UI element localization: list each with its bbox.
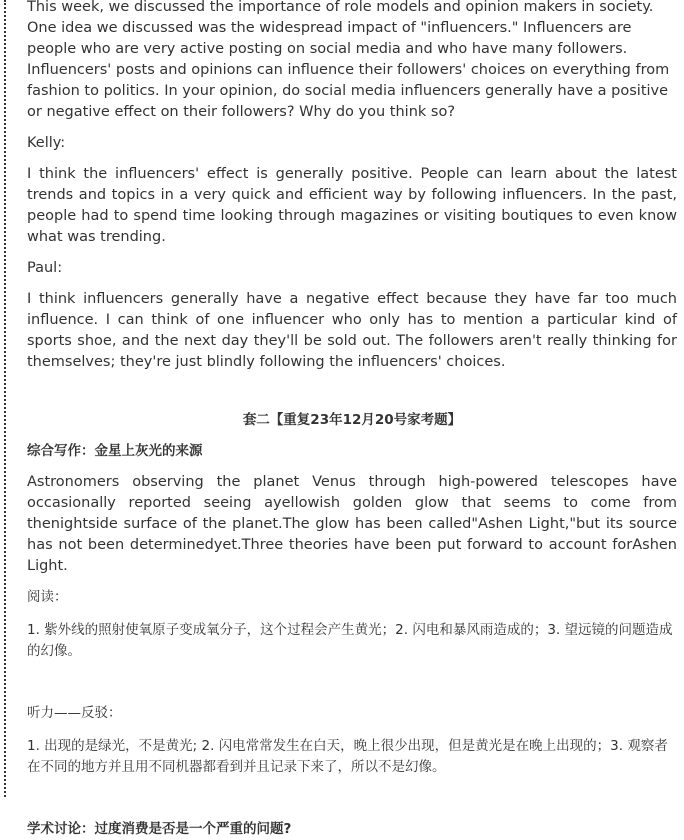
reading-label: 阅读： [27, 589, 68, 605]
integrated-writing-heading: 综合写作：金星上灰光的来源 [27, 443, 203, 459]
section-title: 套二【重复23年12月20号家考题】 [242, 412, 462, 428]
document-body [27, 0, 677, 840]
speaker-paul-text: I think influencers generally have a negative effect because they have far too much influence. I can think of one influencer who only has to mention a particular kind of sports shoe, and the next day they'll be sold out. The followers aren't really thinking for themselves; they're just blindly following the influencers' choices. [27, 291, 677, 370]
intro-paragraph: This week, we discussed the importance of role models and opinion makers in society. One idea we discussed was the widespread impact of "influencers." Influencers are people who are very active posting on social media and who have many followers. Influencers' posts and opinions can influence their followers' choices on everything from fashion to politics. In your opinion, do social media influencers generally have a positive or negative effect on their followers? Why do you think so? [27, 0, 670, 120]
speaker-kelly-label: Kelly: [27, 135, 66, 151]
speaker-paul-label: Paul: [27, 260, 63, 276]
listening-label: 听力——反驳： [27, 705, 122, 721]
reading-points: 1. 紫外线的照射使氧原子变成氧分子，这个过程会产生黄光；2. 闪电和暴风雨造成的；3. 望远镜的问题造成的幻像。 [27, 622, 673, 659]
reading-passage: Astronomers observing the planet Venus through high-powered telescopes have occasionally reported seeing ayellowish golden glow that seems to come from thenightside surface of the planet.The glow has been called"Ashen Light,"but its source has not been determinedyet.Three theories have been put forward to account forAshen Light. [27, 474, 677, 574]
dotted-left-border [4, 0, 6, 797]
listening-points: 1. 出现的是绿光，不是黄光; 2. 闪电常常发生在白天，晚上很少出现，但是黄光是在晚上出现的；3. 观察者在不同的地方并且用不同机器都看到并且记录下来了，所以不是幻像。 [27, 738, 668, 775]
academic-discussion-heading: 学术讨论：过度消费是否是一个严重的问题? [27, 821, 292, 837]
speaker-kelly-text: I think the influencers' effect is generally positive. People can learn about the latest trends and topics in a very quick and efficient way by following influencers. In the past, people had to spend time looking through magazines or visiting boutiques to even know what was trending. [27, 166, 677, 245]
